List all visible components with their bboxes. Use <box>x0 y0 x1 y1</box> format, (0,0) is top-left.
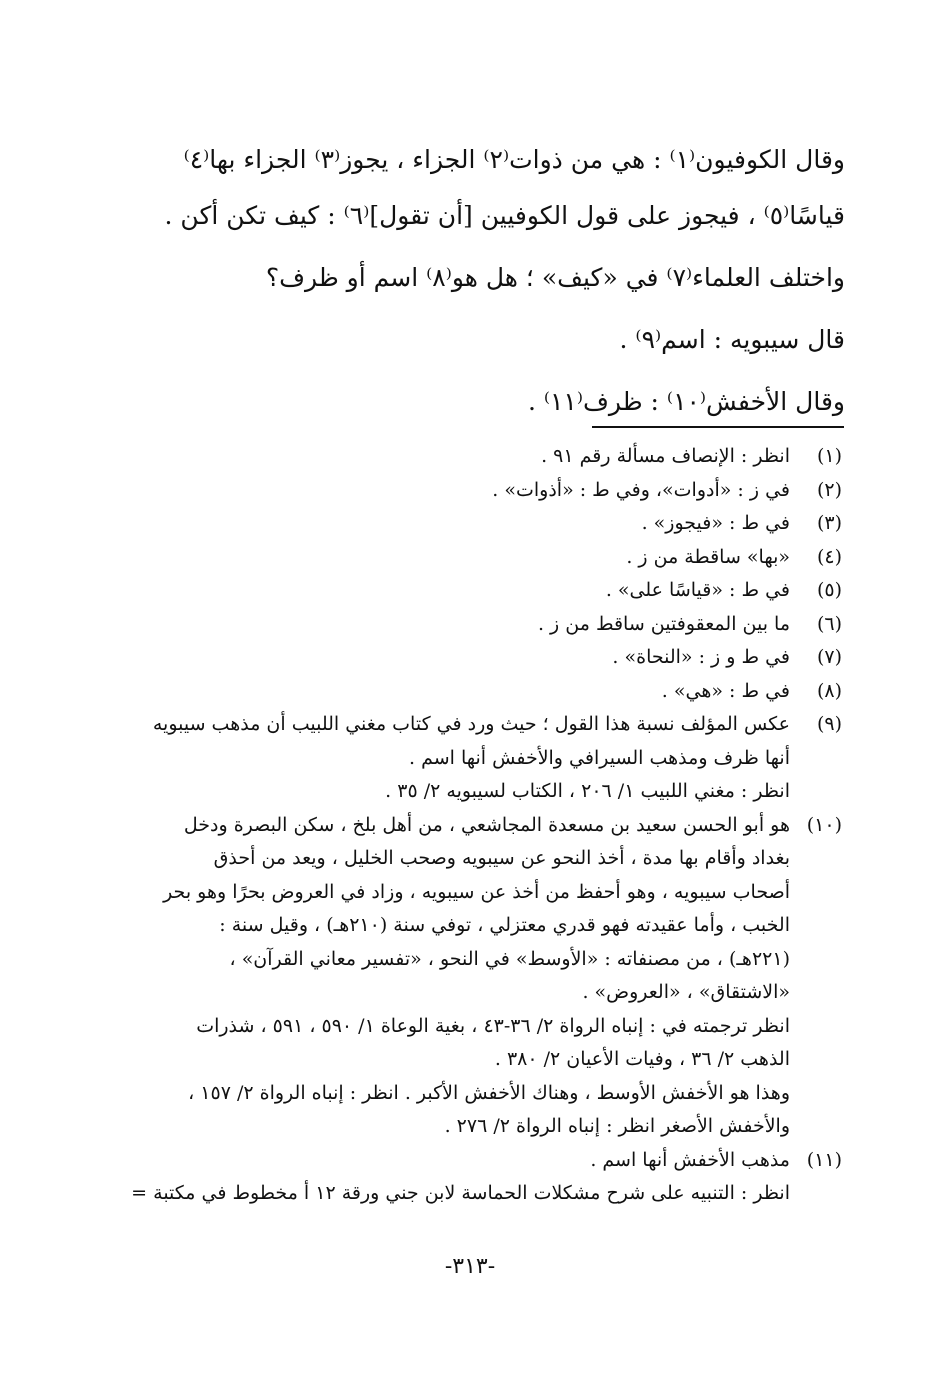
footnote-number: (٥) <box>816 579 842 601</box>
footnote-number: (١١) <box>806 1148 842 1171</box>
main-paragraph: واختلف العلماء⁽٧⁾ في «كيف» ؛ هل هو⁽٨⁾ اسم أو ظرف؟ <box>265 263 845 292</box>
footnote <box>120 641 842 675</box>
footnote-number: (١) <box>816 445 842 467</box>
footnote-number: (١٠) <box>806 813 842 836</box>
footnote <box>120 675 842 709</box>
footnote-line: انظر : مغني اللبيب ١/ ٢٠٦ ، الكتاب لسيبويه ٢/ ٣٥ . <box>385 780 790 802</box>
footnote-line: أصحاب سيبويه ، وهو أحفظ من أخذ عن سيبويه ، وزاد في العروض بحرًا وهو بحر <box>163 880 790 903</box>
footnote-line: في ط و ز : «النحاة» . <box>612 646 790 668</box>
footnote-line: انظر ترجمته في : إنباه الرواة ٢/ ٣٦-٤٣ ، بغية الوعاة ١/ ٥٩٠ ، ٥٩١ ، شذرات <box>196 1014 790 1037</box>
footnote-line: أنها ظرف ومذهب السيرافي والأخفش أنها اسم . <box>409 746 790 769</box>
footnote-number: (٦) <box>816 612 842 635</box>
footnote-line: ما بين المعقوفتين ساقط من ز . <box>537 612 790 635</box>
footnote <box>120 608 842 642</box>
footnote-line: مذهب الأخفش أنها اسم . <box>590 1148 790 1171</box>
footnote <box>120 574 842 608</box>
main-paragraph: وقال الكوفيون⁽١⁾ : هي من ذوات⁽٢⁾ الجزاء ، يجوز⁽٣⁾ الجزاء بها⁽٤⁾ <box>183 145 845 174</box>
footnote-line: في ط : «قياسًا على» . <box>605 579 790 601</box>
footnote-number: (٣) <box>816 512 842 534</box>
footnote-line: هو أبو الحسن سعيد بن مسعدة المجاشعي ، من أهل بلخ ، سكن البصرة ودخل <box>183 813 790 836</box>
footnote-line: الخبب ، وأما عقيدته فهو قدري معتزلي ، توفي سنة (٢١٠هـ) ، وقيل سنة : <box>219 914 790 936</box>
footnote-line: في ز : «أدوات»، وفي ط : «أذوات» . <box>492 478 790 501</box>
footnote <box>120 1144 842 1211</box>
footnote-line: انظر : التنبيه على شرح مشكلات الحماسة لابن جني ورقة ١٢ أ مخطوط في مكتبة = <box>131 1182 790 1204</box>
footnote-line: الذهب ٢/ ٣٦ ، وفيات الأعيان ٢/ ٣٨٠ . <box>494 1048 790 1070</box>
footnote-line: «بها» ساقطة من ز . <box>626 545 790 568</box>
footnote-number: (٤) <box>816 545 842 568</box>
footnote-line: بغداد وأقام بها مدة ، أخذ النحو عن سيبويه وصحب الخليل ، ويعد من أحذق <box>213 847 790 869</box>
footnote-number: (٨) <box>816 679 842 702</box>
main-text <box>125 132 845 430</box>
footnotes <box>120 440 842 1211</box>
footnote-number: (٧) <box>816 646 842 668</box>
main-paragraph: وقال الأخفش⁽١٠⁾ : ظرف⁽١١⁾ . <box>527 387 845 416</box>
footnote <box>120 541 842 575</box>
footnote-line: عكس المؤلف نسبة هذا القول ؛ حيث ورد في كتاب مغني اللبيب أن مذهب سيبويه <box>152 713 790 735</box>
main-paragraph: قال سيبويه : اسم⁽٩⁾ . <box>619 325 845 354</box>
footnote <box>120 708 842 809</box>
footnote <box>120 507 842 541</box>
footnote <box>120 440 842 474</box>
footnote-line: انظر : الإنصاف مسألة رقم ٩١ . <box>541 445 790 467</box>
page-number: -٣١٣- <box>444 1254 496 1279</box>
footnote-separator <box>592 426 844 428</box>
footnote-line: «الاشتقاق» ، «العروض» . <box>582 981 790 1003</box>
footnote-line: في ط : «هي» . <box>661 679 790 702</box>
footnote-line: وهذا هو الأخفش الأوسط ، وهناك الأخفش الأكبر . انظر : إنباه الرواة ٢/ ١٥٧ ، <box>188 1081 790 1104</box>
footnote <box>120 809 842 1144</box>
main-paragraph: قياسًا⁽٥⁾ ، فيجوز على قول الكوفيين [أن تقول]⁽٦⁾ : كيف تكن أكن . <box>164 201 845 230</box>
footnote-line: في ط : «فيجوز» . <box>641 512 790 534</box>
footnote-line: والأخفش الأصغر انظر : إنباه الرواة ٢/ ٢٧٦ . <box>444 1115 790 1137</box>
footnote <box>120 474 842 508</box>
footnote-number: (٩) <box>816 713 842 735</box>
footnote-line: (٢٢١هـ) ، من مصنفاته : «الأوسط» في النحو ، «تفسير معاني القرآن» ، <box>229 947 790 970</box>
footnote-number: (٢) <box>816 478 842 501</box>
